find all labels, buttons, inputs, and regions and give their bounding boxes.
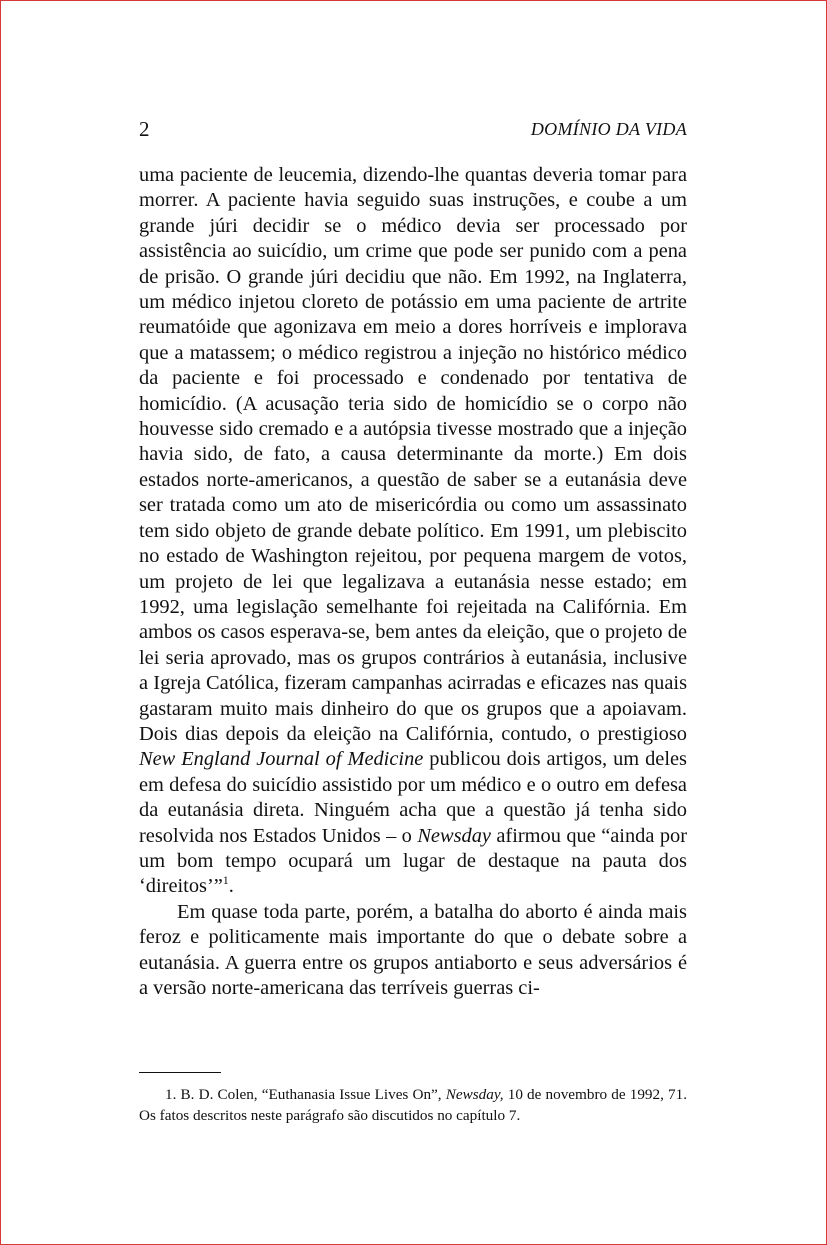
footnote-1: [139, 1084, 687, 1126]
paragraph-1-text-a: uma paciente de leucemia, dizendo-lhe quantas deveria tomar para morrer. A paciente havia seguido suas instruções, e coube a um grande júri decidir se o médico devia ser processado por assistência ao suicídio, um crime que pode ser punido com a pena de prisão. O grande júri decidiu que não. Em 1992, na Inglaterra, um médico injetou cloreto de potássio em uma paciente de artrite reumatóide que agonizava em meio a dores horríveis e implorava que a matassem; o médico registrou a injeção no histórico médico da paciente e foi processado e condenado por tentativa de homicídio. (A acusação teria sido de homicídio se o corpo não houvesse sido cremado e a autópsia tivesse mostrado que a injeção havia sido, de fato, a causa determinante da morte.) Em dois estados norte-americanos, a questão de saber se a eutanásia deve ser tratada como um ato de misericórdia ou como um assassinato tem sido objeto de grande debate político. Em 1991, um plebiscito no estado de Washington rejeitou, por pequena margem de votos, um projeto de lei que legalizava a eutanásia nesse estado; em 1992, uma legislação semelhante foi rejeitada na Califórnia. Em ambos os casos esperava-se, bem antes da eleição, que o projeto de lei seria aprovado, mas os grupos contrários à eutanásia, inclusive a Igreja Católica, fizeram campanhas acirradas e eficazes nas quais gastaram muito mais dinheiro do que os grupos que a apoiavam. Dois dias depois da eleição na Califórnia, contudo, o prestigioso: [139, 164, 687, 745]
footnote-reference[interactable]: 1: [222, 873, 229, 888]
footnote-source: Newsday,: [445, 1086, 504, 1103]
journal-title: New England Journal of Medicine: [139, 748, 424, 771]
paragraph-1: [139, 163, 687, 900]
footnote-text-a: 1. B. D. Colen, “Euthanasia Issue Lives On”,: [165, 1086, 442, 1103]
paragraph-1-end: .: [228, 875, 234, 898]
footnote-text-b: 10 de novembro de 1992, 71. Os fatos descritos neste parágrafo são discutidos no capítulo 7.: [139, 1086, 688, 1124]
paragraph-1-text-c: afirmou que “ainda por um bom tempo ocupará um lugar de destaque na pauta dos ‘direitos’”: [139, 824, 687, 898]
page-number: 2: [139, 117, 150, 141]
page-header: [139, 117, 687, 143]
running-title: DOMÍNIO DA VIDA: [530, 119, 687, 139]
paragraph-1-text-b: publicou dois artigos, um deles em defesa do suicídio assistido por um médico e o outro em defesa da eutanásia direta. Ninguém acha que a questão já tenha sido resolvida nos Estados Unidos – o: [139, 748, 687, 847]
paragraph-2: Em quase toda parte, porém, a batalha do aborto é ainda mais feroz e politicamente mais importante do que o debate sobre a eutanásia. A guerra entre os grupos antiaborto e seus adversários é a versão norte-americana das terríveis guerras ci-: [139, 900, 687, 999]
body-text: [139, 163, 687, 1001]
newspaper-title: Newsday: [417, 824, 491, 847]
footnote-divider: [139, 1072, 221, 1073]
